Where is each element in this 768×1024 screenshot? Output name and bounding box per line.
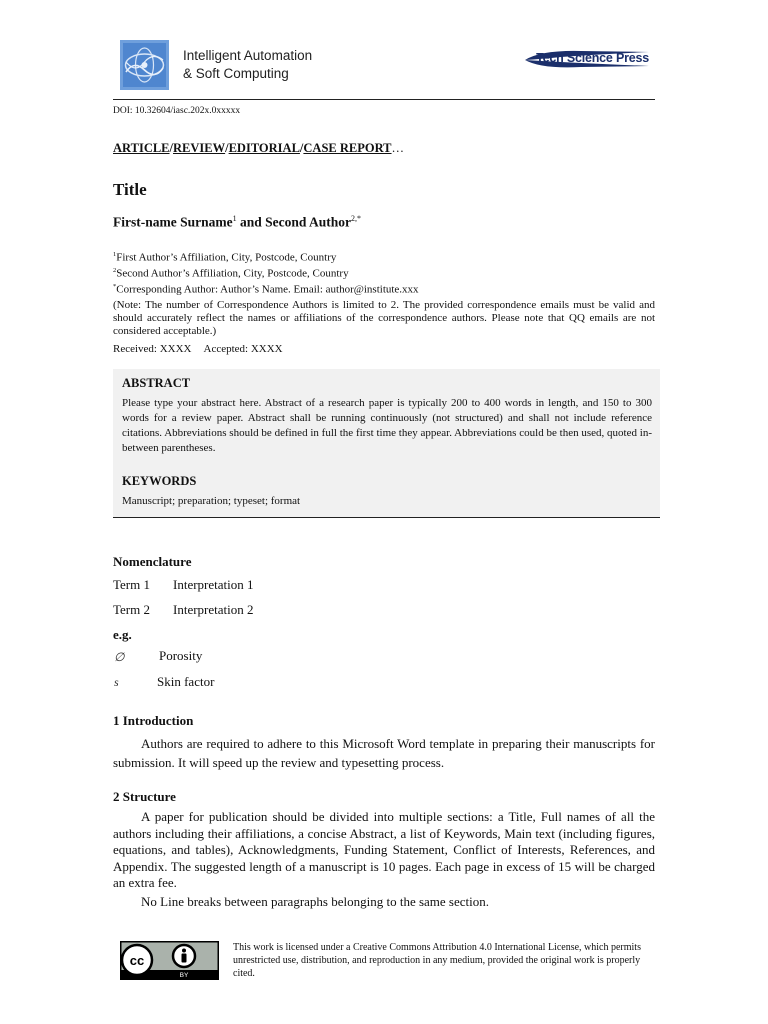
affiliation-2 <box>113 264 349 281</box>
author-line <box>113 214 361 231</box>
structure-paragraph: A paper for publication should be divided into multiple sections: a Title, Full names of all the authors including their affiliations, a concise Abstract, a list of Keywords, Main text (including figures, equations, and tables), Acknowledgments, Funding Statement, Conflict of Interests, References, and Appendix. The suggested length of a manuscript is 10 pages. Each page in excess of 15 will be charged an extra fee. <box>113 809 655 890</box>
nomenclature-term: Term 1 <box>113 577 150 592</box>
journal-name <box>183 47 312 83</box>
keywords-text: Manuscript; preparation; typeset; format <box>122 495 301 507</box>
skin-factor-symbol: s <box>114 675 119 689</box>
abstract-box <box>113 369 660 518</box>
abstract-text: Please type your abstract here. Abstract of a research paper is typically 200 to 400 words in length, and 150 to 300 words for a review paper. Abstract shall be running continuously (not structured) and shall not include reference citations. Abbreviations should be defined in full the first time they appear. Abbreviations could be then used, quoted in-between parentheses. <box>122 397 652 454</box>
porosity-symbol: ∅ <box>114 650 125 664</box>
nomenclature-interpretation: Interpretation 2 <box>173 602 254 617</box>
affiliation-text: Corresponding Author: Author’s Name. Email: author@institute.xxx <box>116 283 419 296</box>
section-heading-structure: 2 Structure <box>113 789 176 804</box>
journal-name-line1: Intelligent Automation <box>183 48 313 63</box>
affiliation-sup: 2 <box>113 267 117 274</box>
affiliation-text: Second Author’s Affiliation, City, Postcode, Country <box>116 267 349 280</box>
abstract-heading: ABSTRACT <box>122 376 191 390</box>
correspondence-note: (Note: The number of Correspondence Authors is limited to 2. The provided correspondence emails must be valid and should accurately reflect the names or affiliations of the correspondence authors. Please note that QQ emails are not considered acceptable.) <box>113 299 655 337</box>
paper-title: Title <box>113 180 147 199</box>
separator: / <box>225 141 229 155</box>
structure-paragraph-2: No Line breaks between paragraphs belonging to the same section. <box>141 894 489 909</box>
nomenclature-interpretation: Interpretation 1 <box>173 577 254 592</box>
journal-name-line2: & Soft Computing <box>183 66 289 81</box>
article-type-line <box>113 141 404 156</box>
doi: DOI: 10.32604/iasc.202x.0xxxxx <box>113 106 241 116</box>
type-review: REVIEW <box>173 141 226 155</box>
affiliation-sup: 1 <box>113 251 117 258</box>
ellipsis: … <box>391 141 405 155</box>
publisher-name: Tech Science Press <box>536 51 649 65</box>
separator: / <box>299 141 304 155</box>
skin-factor-meaning: Skin factor <box>157 674 215 689</box>
header-divider <box>113 99 655 100</box>
type-case-report: CASE REPORT <box>303 141 392 155</box>
affiliation-1 <box>113 248 336 265</box>
porosity-meaning: Porosity <box>159 648 203 663</box>
example-label: e.g. <box>113 627 132 642</box>
cc-badge-text: BY <box>179 972 189 979</box>
keywords-heading: KEYWORDS <box>122 474 197 488</box>
journal-logo-icon <box>120 40 169 90</box>
first-author-sup: 1 <box>232 214 237 223</box>
type-editorial: EDITORIAL <box>228 141 300 155</box>
received-date: Received: XXXX <box>113 343 192 355</box>
dates-line <box>113 343 283 356</box>
nomenclature-heading: Nomenclature <box>113 554 192 569</box>
second-author: and Second Author <box>236 214 352 230</box>
affiliation-text: First Author’s Affiliation, City, Postcode, Country <box>116 251 337 264</box>
svg-text:cc: cc <box>129 953 145 968</box>
first-author: First-name Surname <box>113 214 233 230</box>
affiliation-sup: * <box>113 283 117 290</box>
cc-by-license-icon <box>120 941 219 980</box>
corresponding-author <box>113 280 419 297</box>
type-article: ARTICLE <box>113 141 170 155</box>
page-header <box>113 38 655 100</box>
introduction-paragraph: Authors are required to adhere to this Microsoft Word template in preparing their manuscripts for submission. It will speed up the review and typesetting process. <box>113 736 655 770</box>
accepted-date: Accepted: XXXX <box>203 343 283 355</box>
second-author-sup: 2,* <box>351 214 362 223</box>
nomenclature-term: Term 2 <box>113 602 150 617</box>
section-heading-introduction: 1 Introduction <box>113 713 194 728</box>
license-text: This work is licensed under a Creative Commons Attribution 4.0 International License, which permits unrestricted use, distribution, and reproduction in any medium, provided the original work is properly cited. <box>233 942 641 979</box>
separator: / <box>169 141 174 155</box>
